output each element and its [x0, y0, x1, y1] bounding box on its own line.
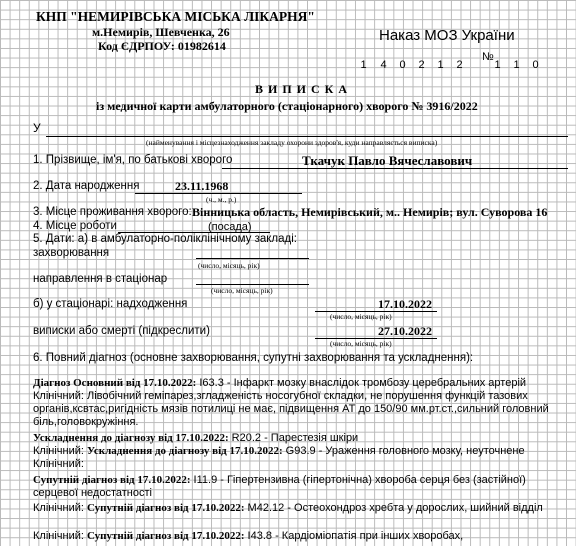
discharge-date: 27.10.2022	[378, 324, 432, 338]
name-label: 1. Прізвище, ім'я, по батькові хворого	[33, 154, 233, 166]
org-address: м.Немирів, Шевченка, 26	[92, 25, 230, 39]
complication-1-prefix: Ускладнення до діагнозу від 17.10.2022:	[33, 432, 229, 444]
order-digit: 1	[437, 59, 444, 71]
residence-value: Вінницька область, Немирівський, м.. Немирів; вул. Суворова 16	[192, 205, 548, 219]
main-diagnosis	[33, 377, 568, 390]
referral-label: направлення в стаціонар	[33, 273, 168, 285]
secondary-3	[33, 530, 568, 543]
admission-caption: (число, місяць, рік)	[330, 312, 392, 321]
order-digit: 2	[418, 59, 425, 71]
secondary-2	[33, 502, 568, 515]
org-code: Код ЄДРПОУ: 01982614	[98, 39, 226, 53]
secondary-1-text: I11.9 - Гіпертензивна (гіпертонічна) хвороба серця без (застійної) серцевої недостатності	[33, 474, 526, 499]
patient-name: Ткачук Павло Вячеславович	[302, 153, 473, 168]
to-caption: (найменування і місцезнаходження закладу охорони здоров'я, куди направляється виписка)	[146, 138, 438, 147]
order-title: Наказ МОЗ України	[379, 27, 515, 44]
number-sign: №	[482, 51, 494, 63]
secondary-2-text: M42.12 - Остеохондроз хребта у дорослих, шийний відділ	[244, 502, 543, 514]
secondary-1-prefix: Супутній діагноз від 17.10.2022:	[33, 474, 191, 486]
illness-caption: (число, місяць, рік)	[198, 261, 260, 270]
work-label: 4. Місце роботи	[33, 220, 117, 232]
work-caption: (посада)	[208, 221, 252, 233]
referral-caption: (число, місяць, рік)	[211, 286, 273, 295]
dob-label: 2. Дата народження	[33, 180, 140, 192]
org-name: КНП "НЕМИРІВСЬКА МІСЬКА ЛІКАРНЯ"	[36, 9, 315, 24]
dates-label: 5. Дати: а) в амбулаторно-поліклінічному закладі:	[33, 233, 297, 245]
clinical-empty: Клінічний:	[33, 458, 84, 470]
discharge-label: виписки або смерті (підкреслити)	[33, 325, 210, 337]
form-digit: 1	[513, 59, 520, 71]
dob-caption: (ч., м., р.)	[206, 195, 237, 204]
complication-2-text: G93.9 - Ураження головного мозку, неуточнене	[282, 445, 525, 457]
to-label: У	[33, 121, 41, 135]
order-digit: 2	[456, 59, 463, 71]
secondary-3-text: I43.8 - Кардіоміопатія при інших хворобах,	[244, 530, 464, 542]
complication-2	[33, 445, 568, 458]
form-digit: 1	[494, 59, 501, 71]
discharge-caption: (число, місяць, рік)	[330, 339, 392, 348]
referral-line	[196, 284, 309, 285]
secondary-3-lead: Клінічний:	[33, 530, 87, 542]
complication-2-lead: Клінічний:	[33, 445, 87, 457]
residence-label: 3. Місце проживання хворого:	[33, 206, 192, 218]
order-digit: 1	[360, 59, 367, 71]
main-clinical: Клінічний: Лівобічний геміпарез,згладженість носогубної складки, не порушення функцій тазових органів,ксвтас,ригідність мязів потилиці не має, підвищення АТ до 150/90 мм.рт.ст.,сильний головний біль,головокружіння.	[33, 390, 549, 428]
diagnosis-label: 6. Повний діагноз (основне захворювання, супутні захворювання та ускладнення):	[33, 352, 474, 364]
secondary-1	[33, 474, 568, 500]
form-digit: 0	[532, 59, 539, 71]
main-diagnosis-prefix: Діагноз Основний від 17.10.2022:	[33, 377, 197, 389]
order-digit: 0	[399, 59, 406, 71]
doc-subtitle: із медичної карти амбулаторного (стаціонарного) хворого № 3916/2022	[96, 99, 478, 113]
complication-1	[33, 432, 568, 445]
admission-date: 17.10.2022	[378, 297, 432, 311]
hospital-label: б) у стаціонарі: надходження	[33, 298, 188, 310]
name-line	[222, 168, 568, 169]
illness-line	[196, 258, 309, 259]
complication-1-text: R20.2 - Парестезія шкіри	[228, 432, 359, 444]
doc-title: В И П И С К А	[255, 82, 349, 96]
main-diagnosis-text: I63.3 - Інфаркт мозку внаслідок тромбозу церебральних артерій	[196, 377, 527, 389]
complication-2-prefix: Ускладнення до діагнозу від 17.10.2022:	[87, 445, 283, 457]
secondary-2-lead: Клінічний:	[33, 502, 87, 514]
illness-label: захворювання	[33, 247, 110, 259]
to-line	[46, 136, 568, 137]
dob-line	[135, 193, 302, 194]
secondary-3-prefix: Супутній діагноз від 17.10.2022:	[87, 530, 245, 542]
order-digit: 4	[380, 59, 387, 71]
dob-value: 23.11.1968	[175, 179, 229, 193]
secondary-2-prefix: Супутній діагноз від 17.10.2022:	[87, 502, 245, 514]
